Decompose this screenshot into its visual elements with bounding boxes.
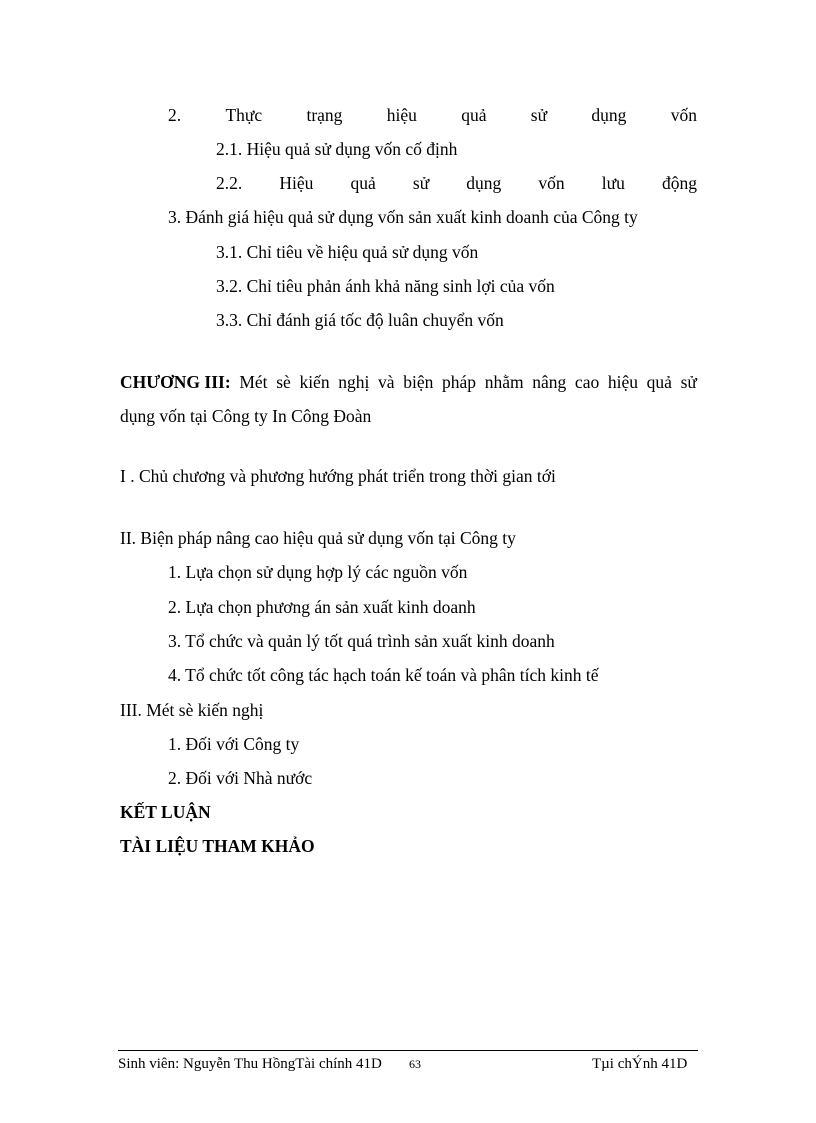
chapter-3-label: CHƯƠNG III: [120, 372, 231, 392]
section-3-item-2: 2. Đối với Nhà nước [168, 768, 313, 788]
section-2: II. Biện pháp nâng cao hiệu quả sử dụng vốn tại Công ty [120, 528, 516, 548]
page-number: 63 [409, 1057, 421, 1071]
toc-word: 2.2. [216, 173, 243, 193]
toc-word: quả [350, 173, 376, 193]
footer-divider [118, 1050, 698, 1051]
chapter-word: Mét [239, 372, 268, 392]
toc-item-3-1: 3.1. Chỉ tiêu về hiệu quả sử dụng vốn [216, 242, 479, 262]
toc-word: vốn [538, 173, 565, 193]
toc-word: trạng [306, 105, 343, 125]
toc-item-2-1: 2.1. Hiệu quả sử dụng vốn cố định [216, 139, 458, 159]
toc-word: 2. [168, 105, 182, 125]
conclusion-heading: KẾT LUẬN [120, 802, 211, 822]
section-2-item-1: 1. Lựa chọn sử dụng hợp lý các nguồn vốn [168, 562, 468, 582]
chapter-word: nghị [338, 372, 370, 392]
toc-word: lưu [601, 173, 625, 193]
toc-word: Thực [225, 105, 263, 125]
chapter-word: và [378, 372, 395, 392]
toc-word: sử [412, 173, 430, 193]
toc-word: dụng [591, 105, 627, 125]
footer-left: Sinh viên: Nguyễn Thu HồngTài chính 41D [118, 1056, 382, 1072]
section-2-item-4: 4. Tổ chức tốt công tác hạch toán kế toán và phân tích kinh tế [168, 665, 599, 685]
chapter-3-heading-line-2: dụng vốn tại Công ty In Công Đoàn [120, 406, 372, 426]
section-2-item-3: 3. Tổ chức và quản lý tốt quá trình sản xuất kinh doanh [168, 631, 555, 651]
chapter-word: kiến [299, 372, 330, 392]
chapter-word: quả [646, 372, 672, 392]
toc-word: dụng [466, 173, 502, 193]
references-heading: TÀI LIỆU THAM KHẢO [120, 836, 315, 856]
toc-word: hiệu [386, 105, 417, 125]
chapter-word: nâng [532, 372, 567, 392]
toc-item-3: 3. Đánh giá hiệu quả sử dụng vốn sản xuất kinh doanh của Công ty [168, 207, 638, 227]
chapter-word: hiệu [607, 372, 639, 392]
chapter-3-heading-line-1 [120, 371, 697, 393]
chapter-word: sử [680, 372, 697, 392]
toc-word: quả [461, 105, 487, 125]
toc-item-3-3: 3.3. Chỉ đánh giá tốc độ luân chuyển vốn [216, 310, 504, 330]
toc-item-3-2: 3.2. Chỉ tiêu phản ánh khả năng sinh lợi của vốn [216, 276, 555, 296]
toc-word: vốn [670, 105, 697, 125]
section-1: I . Chủ chương và phương hướng phát triển trong thời gian tới [120, 466, 556, 486]
section-3: III. Mét sè kiến nghị [120, 700, 264, 720]
toc-item-2 [168, 104, 697, 126]
chapter-word: cao [574, 372, 600, 392]
chapter-word: nhằm [484, 372, 524, 392]
section-3-item-1: 1. Đối với Công ty [168, 734, 300, 754]
toc-item-2-2 [216, 172, 697, 194]
section-2-item-2: 2. Lựa chọn phương án sản xuất kinh doanh [168, 597, 476, 617]
chapter-word: pháp [442, 372, 477, 392]
chapter-word: sè [276, 372, 291, 392]
toc-word: sử [530, 105, 548, 125]
toc-word: động [661, 173, 697, 193]
chapter-word: biện [403, 372, 434, 392]
toc-word: Hiệu [279, 173, 314, 193]
footer-right: Tµi chÝnh 41D [592, 1056, 688, 1072]
